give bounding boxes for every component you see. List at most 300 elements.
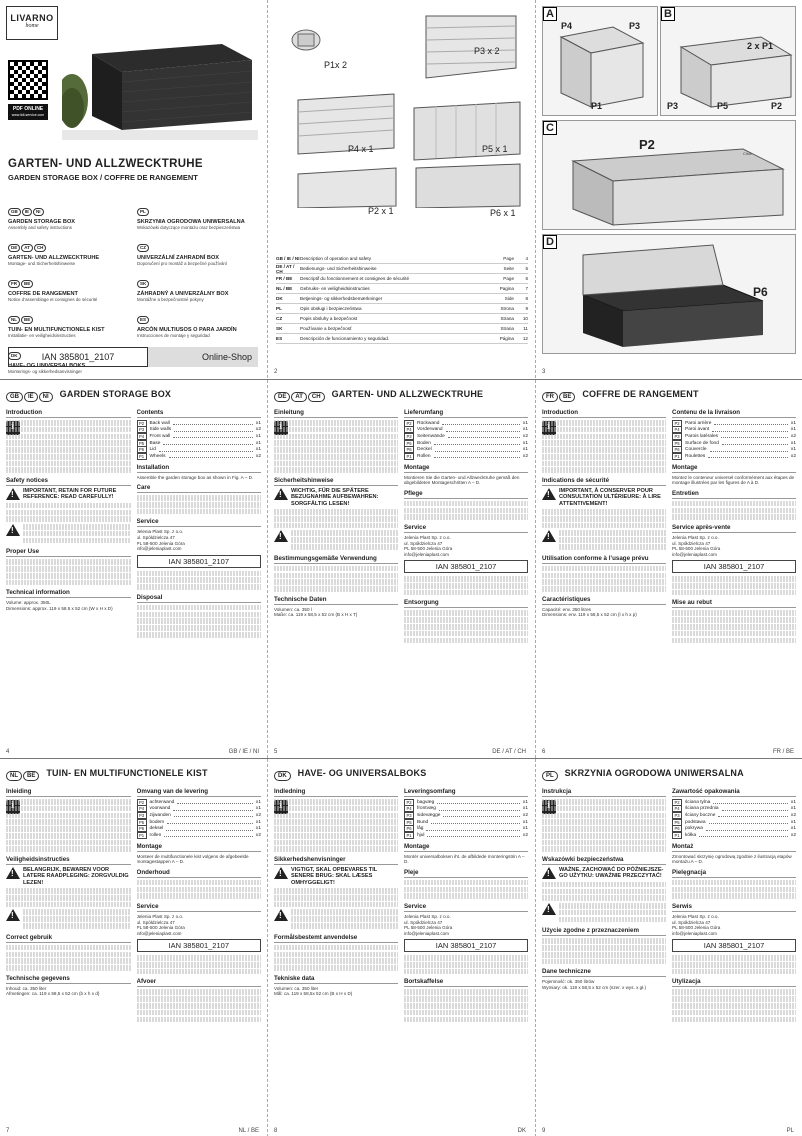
text-line: [274, 420, 398, 426]
service-email[interactable]: info@jeleniaplast.com: [404, 930, 450, 936]
page-title: GARDEN STORAGE BOX: [59, 389, 172, 399]
text-line: [23, 923, 131, 929]
text-line: [672, 1003, 796, 1009]
part-code: P1: [404, 832, 414, 839]
warning-icon: [542, 867, 556, 879]
contents-lang: DE / AT / CH: [276, 263, 295, 274]
section-installation: Montage: [404, 843, 528, 852]
contents-lang: NL / BE: [276, 286, 293, 291]
text-line: [404, 893, 528, 899]
part-name: kółka: [685, 832, 697, 838]
text-line: [404, 1017, 528, 1023]
page-title: SKRZYNIA OGRODOWA UNIWERSALNA: [564, 768, 744, 778]
contents-row[interactable]: [276, 324, 528, 334]
page-header: [542, 765, 796, 781]
part-row: [404, 812, 528, 819]
leader-dots: [713, 803, 788, 804]
page-title: TUIN- EN MULTIFUNCTIONELE KIST: [46, 768, 208, 778]
part-qty: x2: [255, 812, 261, 818]
text-line: [542, 806, 666, 812]
section-care: Onderhoud: [137, 869, 262, 878]
part-row: [672, 420, 796, 427]
text-line: [274, 895, 398, 901]
parts-list: [137, 799, 262, 839]
part-code: P5: [137, 440, 147, 447]
leader-dots: [699, 836, 788, 837]
page-title: COFFRE DE RANGEMENT: [582, 389, 699, 399]
text-line: [274, 799, 398, 805]
section-proper-use: Utilisation conforme à l’usage prévu: [542, 555, 666, 564]
text-line: [274, 888, 398, 894]
part-row: [137, 420, 262, 427]
service-address-1: Jelenia Plast Sp. z o.o.: [672, 913, 719, 919]
text-line: [672, 508, 796, 514]
text-line: [672, 969, 796, 975]
leader-dots: [431, 823, 520, 824]
text-line: [137, 962, 262, 968]
part-name: bodem: [149, 819, 165, 825]
step-c-illustration: [543, 121, 797, 231]
warning-notice: [6, 867, 131, 886]
text-line: [404, 989, 528, 995]
warning-text: BELANGRIJK, BEWAREN VOOR LATERE RAADPLEGING: ZORGVULDIG LEZEN!: [23, 867, 129, 886]
service-email[interactable]: info@jeleniaplast.com: [672, 551, 718, 557]
part-qty: x1: [522, 806, 528, 812]
text-line: [672, 989, 796, 995]
warning-notice-2: [274, 909, 398, 929]
text-line: [137, 584, 262, 590]
section-proper-use: Formålsbestemt anvendelse: [274, 934, 398, 943]
warning-text: IMPORTANT, RETAIN FOR FUTURE REFERENCE: READ CAREFULLY!: [23, 488, 117, 501]
section-technical: Dane techniczne: [542, 968, 666, 977]
text-line: [137, 880, 262, 886]
text-line: [274, 826, 398, 832]
text-line: [23, 538, 131, 544]
text-line: [404, 583, 528, 589]
text-line: [6, 467, 131, 473]
text-line: [6, 573, 131, 579]
service-address-1: Jelenia Plast Sp. z o.o.: [672, 534, 719, 540]
text-line: [137, 969, 262, 975]
contents-table: [276, 254, 528, 344]
text-line: [6, 965, 131, 971]
part-name: Boden: [417, 440, 431, 446]
text-line: [274, 467, 398, 473]
part-row: [404, 819, 528, 826]
section-introduction: Indledning: [274, 788, 398, 797]
language-code: CH: [308, 392, 325, 402]
ian-box: IAN 385801_2107: [404, 939, 528, 952]
tech-volume: Pojemność: ok. 350 litrów: [542, 979, 595, 985]
instruction-row-1: [0, 379, 802, 757]
language-entry: [8, 236, 131, 266]
contents-title: Popis obsluhy a bezpečnost: [300, 316, 358, 321]
leader-dots: [442, 424, 520, 425]
language-title: UNIVERZÁLNÍ ZAHRADNÍ BOX: [137, 255, 220, 261]
part-code: P1: [672, 832, 682, 839]
text-line: [6, 440, 131, 446]
part-qty: x1: [255, 433, 261, 439]
text-line: [542, 579, 666, 585]
contents-row[interactable]: [276, 254, 528, 264]
part-row: [404, 446, 528, 453]
language-code: BE: [21, 316, 33, 324]
section-care: Entretien: [672, 490, 796, 499]
part-row: [404, 799, 528, 806]
contents-page-num: 6: [525, 276, 528, 281]
tech-volume: Inhoud: ca. 350 liter: [6, 985, 47, 991]
language-pills: [8, 308, 131, 326]
contents-row[interactable]: [276, 264, 528, 274]
section-contents: Contenu de la livraison: [672, 409, 796, 418]
part-code: P4: [672, 805, 682, 812]
part-qty: x1: [522, 427, 528, 433]
text-line: [274, 454, 398, 460]
part-code: P3: [137, 426, 147, 433]
language-entry: [8, 200, 131, 230]
tech-volume: Volume: approx. 350L: [6, 600, 51, 606]
part-qty: x1: [790, 819, 796, 825]
part-qty: x2: [255, 453, 261, 459]
page-de: [267, 380, 534, 758]
tech-dimensions: Maße: ca. 119 x 58,5 x 52 cm (B x H x T): [274, 612, 358, 618]
language-title: ARCÓN MULTIUSOS O PARA JARDÍN: [137, 327, 237, 333]
text-line: [137, 989, 262, 995]
tech-dimensions: Afmetingen: ca. 119 x 58,5 x 52 cm (b x h x d): [6, 991, 100, 997]
text-line: [274, 447, 398, 453]
section-disposal: Bortskaffelse: [404, 978, 528, 987]
warning-notice-2: [542, 903, 666, 923]
cover-title: GARTEN- UND ALLZWECKTRUHE: [8, 158, 203, 170]
language-code: BE: [559, 392, 575, 402]
text-line: [542, 420, 666, 426]
language-code: ES: [137, 316, 149, 324]
parts-page: [267, 0, 535, 378]
language-entry: [137, 200, 260, 230]
contents-page-word: Page: [503, 256, 514, 261]
language-pills: [137, 308, 260, 326]
language-code: PL: [542, 771, 558, 781]
leader-dots: [708, 457, 788, 458]
leader-dots: [439, 810, 520, 811]
part-qty: x1: [790, 440, 796, 446]
page-number: 6: [542, 749, 546, 755]
section-safety: Sikkerhedshenvisninger: [274, 856, 398, 865]
part-label-p3: P3 x 2: [474, 46, 500, 56]
text-line: [672, 576, 796, 582]
text-line: [542, 440, 666, 446]
part-qty: x1: [255, 799, 261, 805]
text-line: [404, 514, 528, 520]
section-technical: Technische gegevens: [6, 975, 131, 984]
page-language: NL / BE: [238, 1128, 259, 1134]
part-p1: [292, 30, 320, 50]
step-d: [542, 234, 796, 354]
section-introduction: Introduction: [542, 409, 666, 418]
language-subtitle: Installatie- en veiligheidsinstructies: [8, 333, 76, 338]
contents-page-word: Side: [504, 296, 514, 301]
service-address-1: Jelenia Plast Sp. z o.o.: [404, 913, 451, 919]
contents-page-word: Página: [499, 336, 514, 341]
text-line: [137, 509, 262, 515]
part-name: Roulettes: [685, 453, 706, 459]
service-email[interactable]: info@jeleniaplast.com: [404, 551, 450, 557]
text-line: [274, 840, 398, 846]
section-disposal: Entsorgung: [404, 599, 528, 608]
text-line: [404, 969, 528, 975]
page-header: [6, 765, 261, 781]
part-row: [672, 812, 796, 819]
contents-lang: PL: [276, 306, 282, 311]
service-address-2: ul. Spółdzielcza 47: [136, 534, 175, 540]
part-name: Seitenwände: [417, 433, 445, 439]
part-name: achterwand: [149, 799, 175, 805]
contents-title: Description of operation and safety: [300, 256, 371, 261]
section-proper-use: Bestimmungsgemäße Verwendung: [274, 555, 398, 564]
section-proper-use: Correct gebruik: [6, 934, 131, 943]
text-line: [6, 958, 131, 964]
text-line: [672, 1010, 796, 1016]
service-email[interactable]: info@jeleniaplast.com: [672, 930, 718, 936]
part-code: P6: [672, 446, 682, 453]
text-line: [542, 833, 666, 839]
brand-logo: [6, 6, 58, 40]
section-contents: Lieferumfang: [404, 409, 528, 418]
language-code: GB: [8, 208, 21, 216]
section-care: Pleje: [404, 869, 528, 878]
part-code: P2: [404, 420, 414, 427]
service-email[interactable]: info@jeleniaplast.com: [136, 546, 182, 552]
part-row: [137, 832, 262, 839]
leader-dots: [714, 424, 788, 425]
contents-page-num: 9: [525, 306, 528, 311]
part-qty: x2: [522, 453, 528, 459]
contents-row[interactable]: [276, 334, 528, 344]
text-line: [672, 880, 796, 886]
ian-box: IAN 385801_2107: [672, 560, 796, 573]
part-row: [404, 433, 528, 440]
part-p3: [426, 16, 516, 78]
section-installation: Montage: [404, 464, 528, 473]
service-email[interactable]: info@jeleniaplast.com: [136, 930, 182, 936]
part-qty: x2: [790, 453, 796, 459]
parts-list: [404, 799, 528, 839]
step-letter-d: D: [543, 235, 557, 249]
part-name: Side walls: [149, 427, 172, 433]
service-address-2: ul. Spółdzielcza 47: [136, 919, 175, 925]
warning-icon: [6, 867, 20, 879]
part-code: P5: [137, 819, 147, 826]
part-name: Lid: [149, 447, 156, 453]
text-line: [672, 624, 796, 630]
part-qty: x1: [790, 826, 796, 832]
language-entry: [137, 308, 260, 338]
part-p2: [298, 168, 396, 208]
contents-row[interactable]: [276, 304, 528, 314]
contents-row[interactable]: [276, 314, 528, 324]
language-subtitle: Instrucciones de montaje y seguridad: [137, 333, 210, 338]
text-line: [6, 895, 131, 901]
page-language: GB / IE / NI: [228, 749, 259, 755]
section-installation: Installation: [137, 464, 262, 473]
left-column: [542, 784, 666, 1124]
text-line: [672, 590, 796, 596]
text-line: [137, 1010, 262, 1016]
right-column: [137, 405, 262, 745]
warning-notice: [274, 867, 398, 886]
leader-dots: [163, 444, 252, 445]
right-column: [672, 405, 796, 745]
ian-bar: [8, 347, 258, 367]
contents-page-num: 10: [522, 316, 528, 321]
part-name: Parois latérales: [685, 433, 719, 439]
part-name: Rückwand: [417, 420, 440, 426]
page-title: GARTEN- UND ALLZWECKTRUHE: [331, 389, 484, 399]
service-address-3: PL 58-500 Jelenia Góra: [672, 925, 721, 931]
leader-dots: [177, 803, 253, 804]
text-line: [542, 895, 666, 901]
contents-page-num: 4: [525, 256, 528, 261]
part-name: deksel: [149, 826, 164, 832]
section-introduction: Instrukcja: [542, 788, 666, 797]
language-subtitle: Wskazówki dotyczące montażu oraz bezpieczeństwa: [137, 225, 241, 230]
text-line: [672, 893, 796, 899]
warning-notice-2: [542, 530, 666, 550]
right-column: [404, 405, 528, 745]
warning-text: IMPORTANT, À CONSERVER POUR CONSULTATION ULTÉRIEURE: À LIRE ATTENTIVEMENT!: [559, 488, 661, 507]
service-address-2: ul. Spółdzielcza 47: [672, 919, 711, 925]
text-line: [274, 819, 398, 825]
installation-text: Montez le conteneur universel conformément aux étapes de montage illustrées par les figures de A à D.: [672, 474, 795, 486]
leader-dots: [722, 444, 788, 445]
part-label-p1: P1x 2: [324, 60, 348, 70]
text-line: [6, 902, 131, 908]
part-qty: x2: [255, 427, 261, 433]
text-line: [559, 544, 666, 550]
service-address-3: PL 58-500 Jelenia Góra: [404, 925, 453, 931]
text-line: [542, 523, 666, 529]
text-line: [404, 631, 528, 637]
contents-page-word: Page: [503, 276, 514, 281]
text-line: [6, 420, 131, 426]
text-line: [672, 955, 796, 961]
section-disposal: Mise au rebut: [672, 599, 796, 608]
service-address-2: ul. Spółdzielcza 47: [404, 919, 443, 925]
text-line: [6, 952, 131, 958]
text-line: [23, 531, 131, 537]
part-qty: x1: [255, 806, 261, 812]
language-code: BE: [23, 771, 39, 781]
text-line: [274, 586, 398, 592]
text-line: [404, 955, 528, 961]
part-qty: x1: [790, 806, 796, 812]
part-qty: x1: [255, 440, 261, 446]
part-row: [404, 453, 528, 460]
part-name: podstawa: [685, 819, 706, 825]
leader-dots: [159, 451, 253, 452]
contents-lang: FR / BE: [276, 276, 293, 281]
part-qty: x1: [255, 447, 261, 453]
page-language: PL: [786, 1128, 794, 1134]
storage-box-illustration: [62, 30, 258, 140]
right-column: [672, 784, 796, 1124]
leader-dots: [164, 836, 253, 837]
contents-title: Gebruiks- en veiligheidsinstructies: [300, 286, 370, 291]
contents-row[interactable]: [276, 284, 528, 294]
section-contents: Zawartość opakowania: [672, 788, 796, 797]
part-name: Vorderwand: [417, 427, 443, 433]
contents-page-num: 11: [523, 326, 528, 331]
part-name: Front wall: [149, 433, 171, 439]
click-note-c: Click: [743, 151, 752, 156]
warning-icon: [274, 488, 288, 500]
text-line: [672, 996, 796, 1002]
page-pl: [535, 759, 802, 1136]
language-code: AT: [291, 392, 307, 402]
text-line: [542, 959, 666, 965]
section-installation: Montage: [137, 843, 262, 852]
text-line: [291, 909, 398, 915]
language-code: FR: [8, 280, 20, 288]
text-line: [559, 917, 666, 923]
text-line: [274, 846, 398, 852]
ian-box: IAN 385801_2107: [672, 939, 796, 952]
language-pills: [137, 236, 260, 254]
contents-title: Bedienungs- und Sicherheitshinweise: [300, 266, 377, 271]
step-letter-a: A: [543, 7, 557, 21]
part-qty: x1: [522, 819, 528, 825]
language-pills: [137, 272, 260, 290]
language-code: NL: [6, 771, 22, 781]
text-line: [137, 955, 262, 961]
leader-dots: [427, 836, 519, 837]
language-subtitle: Assembly and safety instructions: [8, 225, 72, 230]
language-title: COFFRE DE RANGEMENT: [8, 291, 78, 297]
text-line: [137, 571, 262, 577]
text-line: [6, 945, 131, 951]
part-qty: x1: [790, 447, 796, 453]
leader-dots: [435, 451, 520, 452]
part-qty: x2: [790, 812, 796, 818]
part-name: Paroi arrière: [685, 420, 712, 426]
contents-page-word: Seite: [503, 266, 514, 271]
page-language: DK: [517, 1128, 526, 1134]
part-name: Surface de fond: [685, 440, 719, 446]
part-row: [137, 433, 262, 440]
part-code: P4: [137, 433, 147, 440]
text-line: [274, 566, 398, 572]
warning-icon: [274, 867, 288, 879]
language-pills: [8, 272, 131, 290]
text-line: [6, 454, 131, 460]
contents-row[interactable]: [276, 274, 528, 284]
parts-list: [672, 420, 796, 460]
part-name: voorwand: [149, 806, 171, 812]
part-code: P5: [672, 440, 682, 447]
parts-list: [404, 420, 528, 460]
label-2xp1: 2 x P1: [747, 41, 774, 51]
warning-icon: [274, 909, 288, 921]
text-line: [672, 610, 796, 616]
contents-row[interactable]: [276, 294, 528, 304]
part-qty: x1: [790, 427, 796, 433]
language-pills: [274, 764, 292, 782]
text-line: [6, 799, 131, 805]
page-number: 4: [6, 749, 10, 755]
label-p5: P5: [717, 101, 729, 111]
language-subtitle: Notice d’assemblage et consignes de sécurité: [8, 297, 98, 302]
contents-title: Betjenings- og sikkerhedsbemærkninger: [300, 296, 383, 301]
